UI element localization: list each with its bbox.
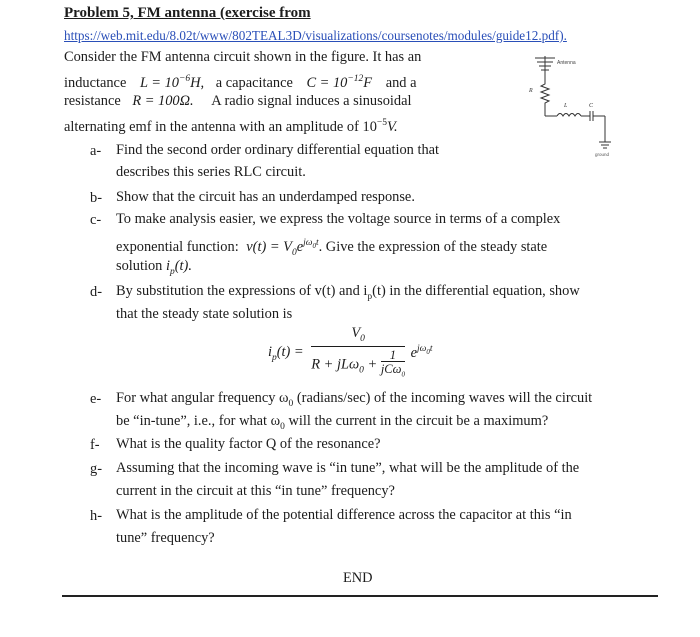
resistor-label: R [529,88,533,94]
bottom-divider [62,595,658,597]
item-e-line-2: be “in-tune”, i.e., for what $\omega_0$ will the current in the circuit be a maximum? [116,413,549,432]
capacitor-label: C [589,103,594,109]
item-g-line-2: current in the circuit at this “in tune” frequency? [116,483,395,499]
item-a-line-1: Find the second order ordinary differential equation that [116,142,440,158]
antenna-label: Antenna [557,60,576,66]
steady-state-equation: $i_p(t)$ = $V_0$ R + jLω$_0$ + $\frac{1}{jC\omega_0}$ $e^{j\omega_0t}$ [268,325,432,381]
resistance-equation: R = 100Ω. [132,93,194,109]
item-b-label: b- [90,190,102,206]
item-d-line-1: By substitution the expressions of v(t) and $i_p(t)$ in the differential equation, show [116,283,580,302]
item-a-label: a- [90,143,102,159]
item-f-label: f- [90,437,100,453]
steady-state-current-symbol: $i_p(t)$. [166,258,192,277]
inductor-symbol [557,114,581,117]
item-e-line-1: For what angular frequency $\omega_0$ (radians/sec) of the incoming waves will the circuit [116,390,593,409]
item-g-line-1: Assuming that the incoming wave is “in tune”, what will be the amplitude of the [116,460,580,476]
item-e-label: e- [90,391,102,407]
item-c-label: c- [90,212,102,228]
capacitor-symbol [590,111,593,121]
equation-fraction: $V_0$ R + jLω$_0$ + $\frac{1}{jC\omega_0}$ [311,325,405,379]
fm-antenna-circuit-diagram [515,50,635,175]
item-h-line-1: What is the amplitude of the potential difference across the capacitor at this “in [116,507,572,523]
inductor-label: L [564,103,568,109]
item-c-line-1: To make analysis easier, we express the voltage source in terms of a complex [116,211,561,227]
resistor-symbol [541,82,549,112]
source-link[interactable]: https://web.mit.edu/8.02t/www/802TEAL3D/visualizations/coursenotes/modules/guide12.pdf). [64,28,567,43]
item-h-label: h- [90,508,102,524]
inductance-equation: $L = 10^{-6}H$, [139,74,205,91]
inductance-label: inductance [64,74,127,91]
item-a-line-2: describes this series RLC circuit. [116,164,306,180]
capacitance-label: a capacitance [215,74,293,91]
ground-symbol [599,142,611,148]
intro-line-3: resistance R = 100Ω. A radio signal induces a sinusoidal [64,93,412,109]
ground-label: ground [595,152,610,157]
item-c-line-2: exponential function: $v(t) = V_0e^{j\omega_0t}$. Give the expression of the steady state [116,238,548,258]
item-b-line-1: Show that the circuit has an underdamped response. [116,189,415,205]
item-h-line-2: tune” frequency? [116,530,215,546]
and-a-text: and a [385,74,417,91]
item-d-label: d- [90,284,102,300]
item-g-label: g- [90,461,102,477]
item-d-line-2: that the steady state solution is [116,306,293,322]
intro-line-1: Consider the FM antenna circuit shown in the figure. It has an [64,49,422,65]
end-marker: END [343,570,373,586]
capacitance-equation: $C = 10^{-12}F$ [306,74,373,91]
antenna-symbol [535,56,555,82]
intro-line-4: alternating emf in the antenna with an amplitude of $10^{-5}V$. [64,118,398,135]
problem-title: Problem 5, FM antenna (exercise from [64,5,311,21]
voltage-source-expression: $v(t) = V_0e^{j\omega_0t}$ [246,238,319,258]
item-c-line-3: solution $i_p(t)$. [116,258,192,277]
item-f-line-1: What is the quality factor Q of the resonance? [116,436,381,452]
